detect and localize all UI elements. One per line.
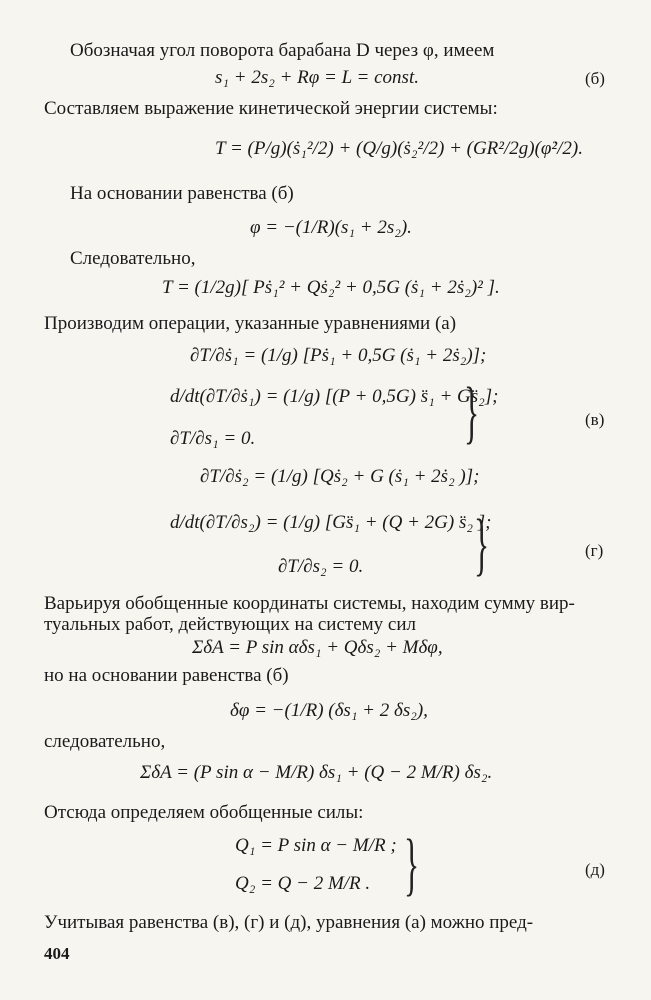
right-brace-d: } xyxy=(404,826,420,903)
equation-phi: φ = −(1/R)(s₁ + 2s₂). xyxy=(250,217,412,238)
equation-label-g: (г) xyxy=(585,541,604,560)
equation-v3: ∂T/∂s₁ = 0. xyxy=(170,428,256,449)
paragraph: Отсюда определяем обобщенные силы: xyxy=(44,802,364,823)
equation-label-v: (в) xyxy=(585,410,605,429)
equation-kinetic-energy: T = (P/g)(ṡ₁²/2) + (Q/g)(ṡ₂²/2) + (GR²/2g)(φ̇²/2). xyxy=(215,138,583,159)
right-brace-g: } xyxy=(474,506,490,583)
paragraph: Обозначая угол поворота барабана D через φ, имеем xyxy=(70,40,495,61)
paragraph: Варьируя обобщенные координаты системы, находим сумму вир- xyxy=(44,593,575,614)
equation-virtual-work: ΣδA = P sin αδs₁ + Qδs₂ + Mδφ, xyxy=(192,637,443,658)
equation-kinetic-energy-2: T = (1/2g)[ Pṡ₁² + Qṡ₂² + 0,5G (ṡ₁ + 2ṡ₂)² ]. xyxy=(162,277,500,298)
page-number: 404 xyxy=(44,944,70,963)
paragraph: На основании равенства (б) xyxy=(70,183,294,204)
equation-constraint: s₁ + 2s₂ + Rφ = L = const. xyxy=(215,67,419,88)
paragraph: но на основании равенства (б) xyxy=(44,665,289,686)
equation-v1: ∂T/∂ṡ₁ = (1/g) [Pṡ₁ + 0,5G (ṡ₁ + 2ṡ₂)]; xyxy=(190,345,487,366)
equation-label-b: (б) xyxy=(585,69,605,88)
paragraph: Следовательно, xyxy=(70,248,196,269)
equation-g2: d/dt(∂T/∂s₂) = (1/g) [Gs̈₁ + (Q + 2G) s̈₂ ]; xyxy=(170,512,492,533)
equation-v2: d/dt(∂T/∂ṡ₁) = (1/g) [(P + 0,5G) s̈₁ + Gs̈₂]; xyxy=(170,386,499,407)
equation-g3: ∂T/∂s₂ = 0. xyxy=(278,556,364,577)
paragraph: следовательно, xyxy=(44,731,166,752)
paragraph: Производим операции, указанные уравнениями (а) xyxy=(44,313,457,334)
equation-virtual-work-2: ΣδA = (P sin α − M/R) δs₁ + (Q − 2 M/R) δs₂. xyxy=(140,762,493,783)
right-brace-v: } xyxy=(464,374,480,451)
paragraph: Составляем выражение кинетической энергии системы: xyxy=(44,98,498,119)
equation-Q2: Q₂ = Q − 2 M/R . xyxy=(235,873,371,894)
equation-label-d: (д) xyxy=(585,860,605,879)
equation-g1: ∂T/∂ṡ₂ = (1/g) [Qṡ₂ + G (ṡ₁ + 2ṡ₂ )]; xyxy=(200,466,480,487)
equation-delta-phi: δφ = −(1/R) (δs₁ + 2 δs₂), xyxy=(230,700,428,721)
paragraph: туальных работ, действующих на систему сил xyxy=(44,614,417,635)
equation-Q1: Q₁ = P sin α − M/R ; xyxy=(235,835,397,856)
paragraph: Учитывая равенства (в), (г) и (д), уравнения (а) можно пред- xyxy=(44,912,534,933)
